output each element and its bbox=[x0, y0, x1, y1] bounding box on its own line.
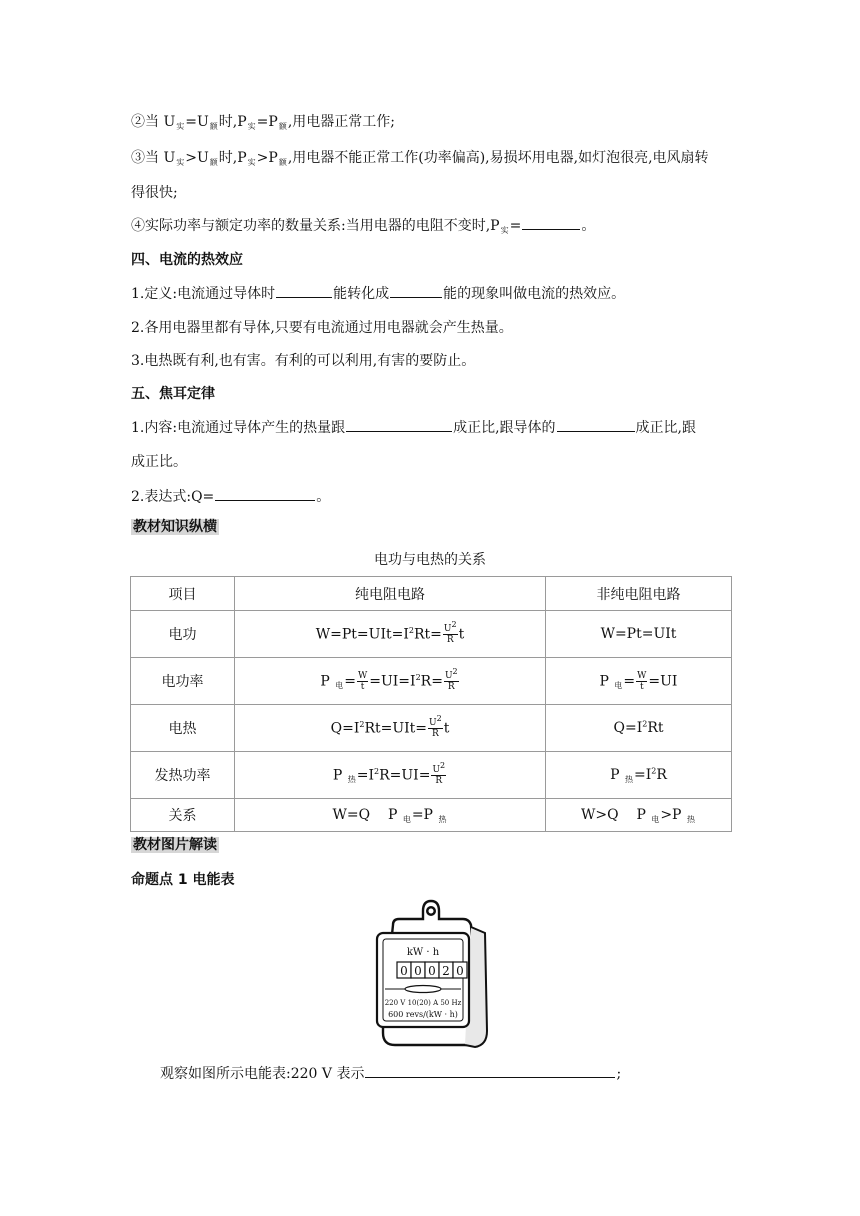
row-label: 电功率 bbox=[131, 658, 235, 705]
text-line-1: ②当 $U_实=U_额$时$,P_实=P_额$,用电器正常工作; bbox=[131, 114, 395, 131]
text-line-6: 2.各用电器里都有导体,只要有电流通过用电器就会产生热量。 bbox=[131, 320, 513, 336]
table-row bbox=[131, 658, 732, 705]
table-header-row bbox=[131, 577, 732, 611]
text-line-10: 观察如图所示电能表:220 V 表示 ; bbox=[160, 1063, 621, 1084]
table-row bbox=[131, 611, 732, 658]
pure-formula: P $_电$= $\frac{W}{t}$ $=UI=I^2R=$ $\frac{U^2}{R}$ bbox=[235, 658, 546, 705]
pure-formula: $Q=I^2Rt=UIt=$ $\frac{U^2}{R}$ t bbox=[235, 705, 546, 752]
row-label: 电热 bbox=[131, 705, 235, 752]
row-label: 关系 bbox=[131, 799, 235, 832]
nonpure-formula: W=Pt=UIt bbox=[546, 611, 732, 658]
table-row bbox=[131, 752, 732, 799]
meter-revs-label: 600 revs/(kW · h) bbox=[388, 1010, 458, 1019]
pure-formula: W=Q P $_电$=P $_热$ bbox=[235, 799, 546, 832]
section-heading-4: 四、电流的热效应 bbox=[131, 252, 243, 268]
answer-blank[interactable] bbox=[390, 283, 442, 298]
text-line-2: ③当 $U_实>U_额$时$,P_实>P_额$,用电器不能正常工作(功率偏高),易损坏用电器,如灯泡很亮,电风扇转 bbox=[131, 150, 709, 167]
table-row bbox=[131, 799, 732, 832]
text-line-5: 1.定义:电流通过导体时 能转化成 能的现象叫做电流的热效应。 bbox=[131, 283, 625, 304]
answer-blank[interactable] bbox=[365, 1063, 615, 1078]
text-line-3: ④实际功率与额定功率的数量关系:当用电器的电阻不变时$,P_实=$ 。 bbox=[131, 215, 595, 238]
meter-digit: 0 bbox=[414, 964, 422, 978]
meter-digit: 0 bbox=[428, 964, 436, 978]
nonpure-formula: $Q=I^2Rt$ bbox=[546, 705, 732, 752]
table-title: 电功与电热的关系 bbox=[374, 552, 486, 568]
pure-formula: $W=Pt=UIt=I^2Rt=$ $\frac{U^2}{R}$ t bbox=[235, 611, 546, 658]
electric-meter-image bbox=[371, 895, 489, 1053]
answer-blank[interactable] bbox=[346, 417, 452, 432]
row-label: 发热功率 bbox=[131, 752, 235, 799]
text-line-7: 3.电热既有利,也有害。有利的可以利用,有害的要防止。 bbox=[131, 353, 476, 369]
meter-unit-label: kW · h bbox=[406, 947, 440, 958]
header-cell: 纯电阻电路 bbox=[235, 577, 546, 611]
nonpure-formula: P $_电$= $\frac{W}{t}$ =UI bbox=[546, 658, 732, 705]
answer-blank[interactable] bbox=[522, 215, 580, 230]
nonpure-formula: P $_热=I^2R$ bbox=[546, 752, 732, 799]
comparison-table bbox=[130, 576, 732, 832]
text-line-2b: 得很快; bbox=[131, 185, 178, 201]
table-row bbox=[131, 705, 732, 752]
text-line-8: 1.内容:电流通过导体产生的热量跟 成正比,跟导体的 成正比,跟 bbox=[131, 417, 696, 438]
answer-blank[interactable] bbox=[276, 283, 332, 298]
answer-blank[interactable] bbox=[557, 417, 635, 432]
header-cell: 非纯电阻电路 bbox=[546, 577, 732, 611]
pure-formula: P $_热=I^2R=UI=$ $\frac{U^2}{R}$ bbox=[235, 752, 546, 799]
section-heading-5: 五、焦耳定律 bbox=[131, 386, 215, 402]
meter-digit: 2 bbox=[442, 964, 450, 978]
nonpure-formula: W>Q P $_电$>P $_热$ bbox=[546, 799, 732, 832]
meter-digit: 0 bbox=[456, 964, 464, 978]
section-heading-8: 命题点 1 电能表 bbox=[131, 872, 235, 888]
header-cell: 项目 bbox=[131, 577, 235, 611]
section-heading-6: 教材知识纵横 bbox=[133, 519, 217, 535]
text-line-8b: 成正比。 bbox=[131, 454, 187, 470]
answer-blank[interactable] bbox=[215, 486, 315, 501]
text-line-9: 2.表达式:Q= 。 bbox=[131, 486, 330, 507]
section-heading-7: 教材图片解读 bbox=[133, 837, 217, 853]
meter-spec-label: 220 V 10(20) A 50 Hz bbox=[384, 999, 462, 1007]
meter-digit: 0 bbox=[400, 964, 408, 978]
row-label: 电功 bbox=[131, 611, 235, 658]
